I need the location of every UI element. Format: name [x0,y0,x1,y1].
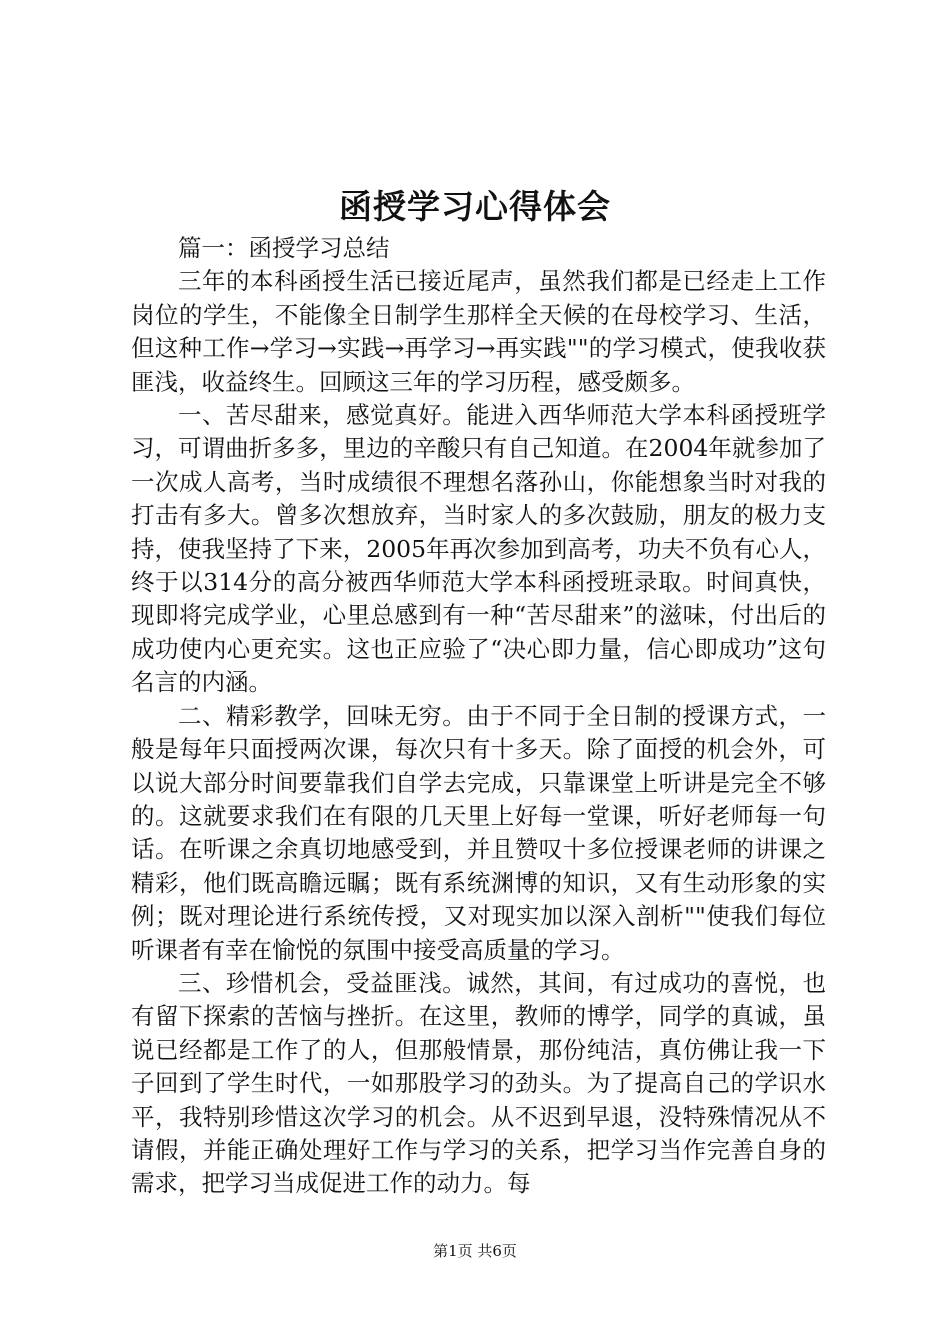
section-heading: 篇一：函授学习总结 [178,234,390,262]
paragraph-point-two: 二、精彩教学，回味无穷。由于不同于全日制的授课方式，一般是每年只面授两次课，每次只有十多天。除了面授的机会外，可以说大部分时间要靠我们自学去完成，只靠课堂上听讲是完全不够的。这就要求我们在有限的几天里上好每一堂课，听好老师每一句话。在听课之余真切地感受到，并且赞叹十多位授课老师的讲课之精彩，他们既高瞻远瞩；既有系统渊博的知识，又有生动形象的实例；既对理论进行系统传授，又对现实加以深入剖析""使我们每位听课者有幸在愉悦的氛围中接受高质量的学习。 [131,701,826,964]
document-title: 函授学习心得体会 [339,187,611,226]
document-body [131,232,826,1201]
paragraph-point-three: 三、珍惜机会，受益匪浅。诚然，其间，有过成功的喜悦，也有留下探索的苦恼与挫折。在这里，教师的博学，同学的真诚，虽说已经都是工作了的人，但那般情景，那份纯洁，真仿佛让我一下子回到了学生时代，一如那股学习的劲头。为了提高自己的学识水平，我特别珍惜这次学习的机会。从不迟到早退，没特殊情况从不请假，并能正确处理好工作与学习的关系，把学习当作完善自身的需求，把学习当成促进工作的动力。每 [131,968,826,1198]
paragraph-point-one: 一、苦尽甜来，感觉真好。能进入西华师范大学本科函授班学习，可谓曲折多多，里边的辛酸只有自己知道。在2004年就参加了一次成人高考，当时成绩很不理想名落孙山，你能想象当时对我的打击有多大。曾多次想放弃，当时家人的多次鼓励，朋友的极力支持，使我坚持了下来，2005年再次参加到高考，功夫不负有心人，终于以314分的高分被西华师范大学本科函授班录取。时间真快，现即将完成学业，心里总感到有一种“苦尽甜来”的滋味，付出后的成功使内心更充实。这也正应验了“决心即力量，信心即成功”这句名言的内涵。 [131,401,826,697]
page-number-footer: 第1页 共6页 [433,1242,517,1260]
paragraph-intro: 三年的本科函授生活已接近尾声，虽然我们都是已经走上工作岗位的学生，不能像全日制学生那样全天候的在母校学习、生活，但这种工作→学习→实践→再学习→再实践""的学习模式，使我收获匪浅，收益终生。回顾这三年的学习历程，感受颇多。 [131,267,826,396]
